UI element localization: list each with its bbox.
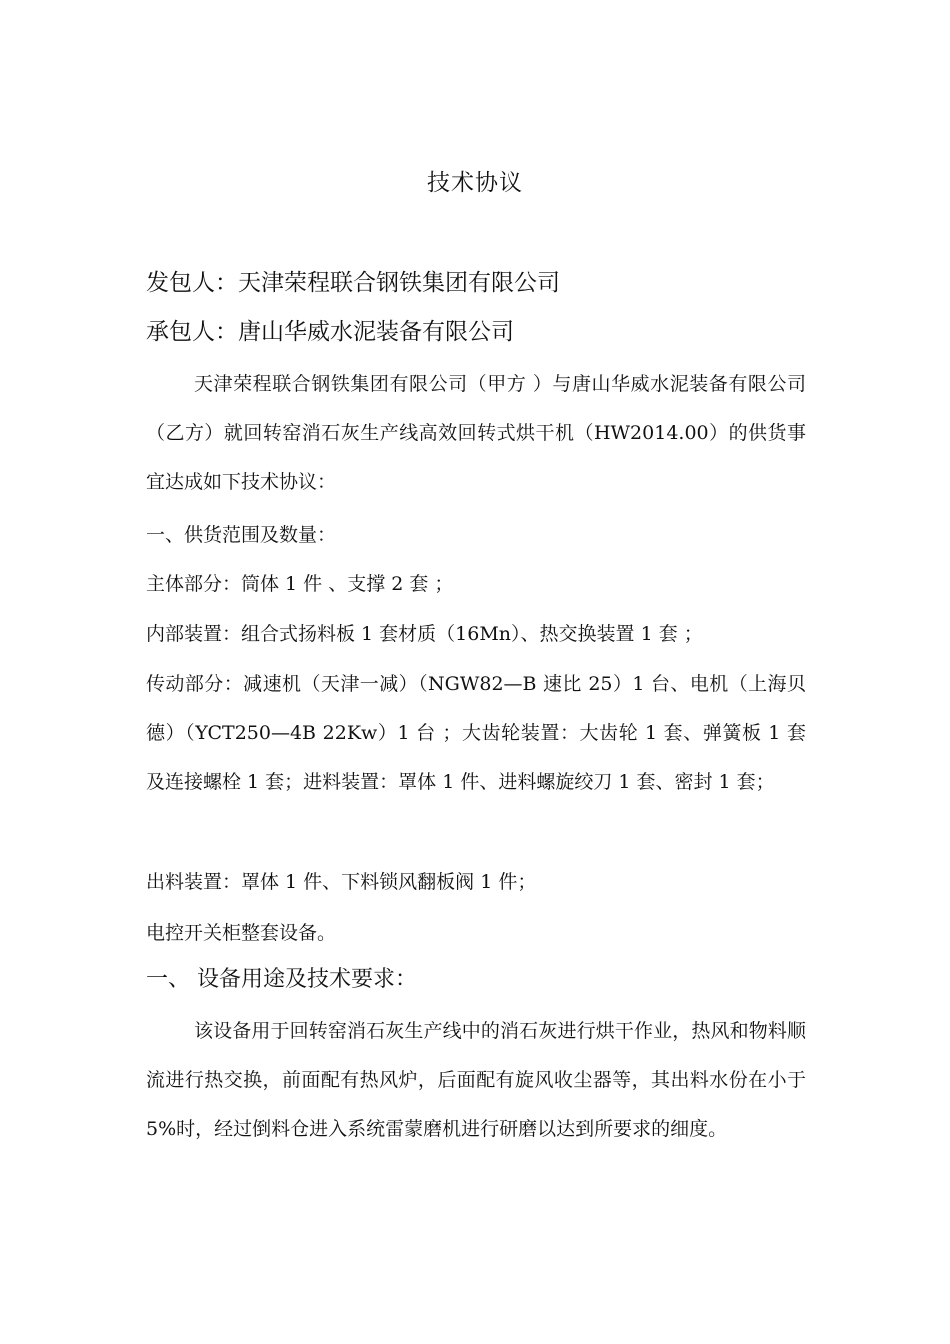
intro-text: 天津荣程联合钢铁集团有限公司（甲方 ）与唐山华威水泥装备有限公司（乙方）就回转窑消石灰生产线高效回转式烘干机（HW2014.00）的供货事宜达成如下技术协议： <box>146 373 806 493</box>
section2-heading: 一、 设备用途及技术要求： <box>146 967 417 992</box>
document-title: 技术协议 <box>427 170 523 196</box>
scope-drive-paragraph <box>146 660 806 807</box>
section2-paragraph <box>146 1007 806 1154</box>
employer-line: 发包人：天津荣程联合钢铁集团有限公司 <box>146 270 560 296</box>
contractor-line: 承包人：唐山华威水泥装备有限公司 <box>146 319 514 345</box>
scope-electrical: 电控开关柜整套设备。 <box>146 922 337 944</box>
scope-discharge: 出料装置：罩体 1 件、下料锁风翻板阀 1 件； <box>146 871 537 893</box>
intro-paragraph <box>146 360 806 507</box>
scope-internal: 内部装置：组合式扬料板 1 套材质（16Mn）、热交换装置 1 套 ； <box>146 623 703 645</box>
scope-drive-text: 传动部分：减速机（天津一减）（NGW82—B 速比 25）1 台、电机（上海贝德）（YCT250—4B 22Kw）1 台 ；大齿轮装置：大齿轮 1 套、弹簧板 1 套及连接螺栓 1 套；进料装置：罩体 1 件、进料螺旋绞刀 1 套、密封 1 套； <box>146 673 806 793</box>
section1-heading: 一、供货范围及数量： <box>146 524 337 546</box>
section2-text: 该设备用于回转窑消石灰生产线中的消石灰进行烘干作业，热风和物料顺流进行热交换，前面配有热风炉，后面配有旋风收尘器等，其出料水份在小于 5%时，经过倒料仓进入系统雷蒙磨机进行研磨以达到所要求的细度。 <box>146 1020 806 1140</box>
scope-main: 主体部分：筒体 1 件 、支撑 2 套 ； <box>146 573 454 595</box>
